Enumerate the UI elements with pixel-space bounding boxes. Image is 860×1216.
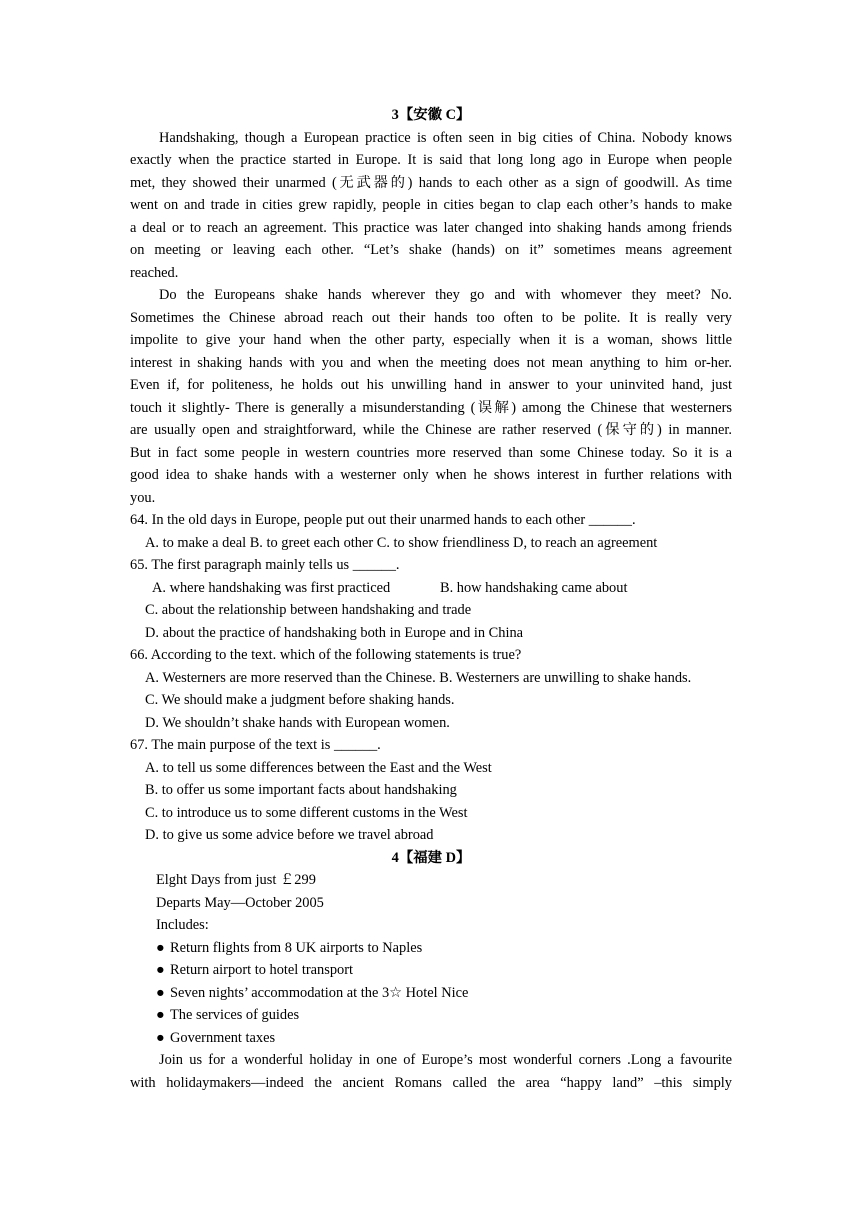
bullet-icon: ● [156,1007,165,1023]
text-line: went on and trade in cities grew rapidly, people in cities began to clap each other’s hands to make [130,197,732,213]
option-a: A. where handshaking was first practiced [152,579,391,596]
text-line: are usually open and straightforward, while the Chinese are rather reserved (保守的) in manner. [130,422,732,438]
document-page [130,104,732,1094]
text-line: a deal or to reach an agreement. This practice was later changed into shaking hands among friends [130,219,732,236]
question-66-options-ab: A. Westerners are more reserved than the Chinese. B. Westerners are unwilling to shake hands. [145,669,692,686]
text-line: interest in shaking hands with you and when the meeting does not mean anything to him or-her. [130,354,732,371]
ad-includes-label: Includes: [156,917,209,933]
passage-paragraph-2 [130,284,732,509]
question-67: 67. The main purpose of the text is ______. [130,737,381,753]
text-line: Sometimes the Chinese abroad reach out their hands too often to be polite. It is really very [130,309,732,326]
list-item-text: Government taxes [170,1029,276,1046]
bullet-icon: ● [156,1029,165,1046]
ad-price-line: Elght Days from just ￡299 [156,872,316,888]
text-line: met, they showed their unarmed (无武器的) hands to each other as a sign of goodwill. As time [130,174,732,191]
ad-paragraph [130,1049,732,1094]
text-line: impolite to give your hand when the other party, especially when it is a woman, shows little [130,332,732,348]
text-line: Do the Europeans shake hands wherever they go and with whomever they meet? No. [159,287,732,303]
list-item-text: Return flights from 8 UK airports to Naples [170,939,423,956]
section-3-heading: 3【安徽 C】 [391,107,471,123]
option-b: B. to offer us some important facts about handshaking [145,782,457,798]
text-line: touch it slightly- There is generally a misunderstanding (误解) among the Chinese that westerners [130,399,732,416]
section-4-heading: 4【福建 D】 [391,849,471,866]
question-65: 65. The first paragraph mainly tells us ______. [130,557,400,573]
question-65-options-ab [130,577,732,600]
option-c: C. We should make a judgment before shaking hands. [145,692,455,708]
bullet-icon: ● [156,962,165,978]
question-66: 66. According to the text. which of the following statements is true? [130,647,522,663]
option-d: D. We shouldn’t shake hands with European women. [145,714,450,731]
question-64-options: A. to make a deal B. to greet each other C. to show friendliness D, to reach an agreement [145,534,658,551]
text-line: exactly when the practice started in Europe. It is said that long long ago in Europe when people [130,152,732,168]
list-item [130,982,732,1005]
list-item-text: Seven nights’ accommodation at the 3☆ Hotel Nice [170,984,469,1001]
question-64: 64. In the old days in Europe, people put out their unarmed hands to each other ______. [130,512,636,528]
option-c: C. about the relationship between handshaking and trade [145,602,472,618]
option-b: B. how handshaking came about [440,579,628,596]
list-item-text: The services of guides [170,1007,300,1023]
includes-list [130,937,732,1050]
option-d: D. to give us some advice before we travel abroad [145,827,434,843]
text-line: Even if, for politeness, he holds out his unwilling hand in answer to your uninvited hand, just [130,377,732,393]
text-line: Join us for a wonderful holiday in one of Europe’s most wonderful corners .Long a favourite [159,1052,732,1068]
passage-paragraph-1 [130,127,732,285]
list-item [130,1027,732,1050]
bullet-icon: ● [156,939,165,956]
text-line: reached. [130,264,179,281]
text-line: with holidaymakers—indeed the ancient Romans called the area “happy land” –this simply [130,1074,732,1091]
text-line: Handshaking, though a European practice is often seen in big cities of China. Nobody knows [159,129,732,146]
ad-departure-line: Departs May—October 2005 [156,894,324,911]
option-a: A. to tell us some differences between the East and the West [145,759,492,776]
list-item [130,937,732,960]
text-line: on meeting or leaving each other. “Let’s shake (hands) on it” sometimes means agreement [130,242,732,258]
list-item [130,959,732,982]
text-line: you. [130,489,156,506]
option-d: D. about the practice of handshaking both in Europe and in China [145,624,524,641]
bullet-icon: ● [156,984,165,1001]
text-line: But in fact some people in western countries more reserved than some Chinese today. So it is a [130,444,732,461]
option-c: C. to introduce us to some different customs in the West [145,804,468,821]
list-item-text: Return airport to hotel transport [170,962,354,978]
text-line: good idea to shake hands with a westerner only when he shows interest in further relations with [130,467,732,483]
list-item [130,1004,732,1027]
